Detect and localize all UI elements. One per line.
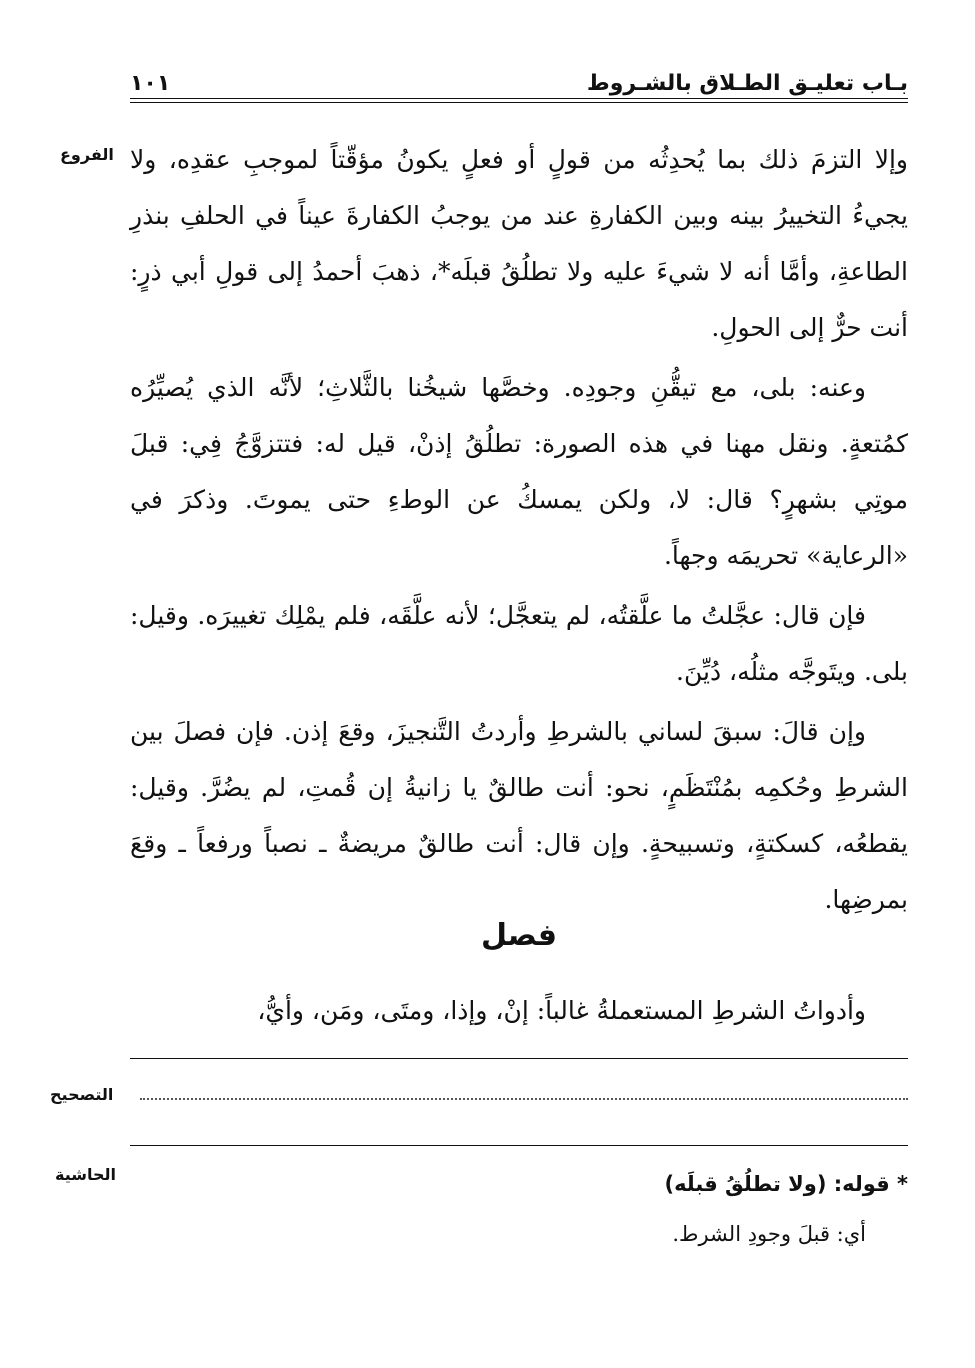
paragraph-3: فإن قال: عجَّلتُ ما علَّقتُه، لم يتعجَّل؛ لأنه علَّقَه، فلم يمْلِك تغييرَه. وقيل: بلى. ويتَوجَّه مثلُه، دُيِّنَ. — [130, 601, 908, 686]
running-header — [130, 60, 908, 96]
chapter-title: بـاب تعليـق الطـلاق بالشـروط — [586, 71, 908, 96]
paragraph-2: وعنه: بلى، مع تيقُّنِ وجودِه. وخصَّها شيخُنا بالثَّلاثِ؛ لأنَّه الذي يُصيِّرُه كمُتعةٍ. ونقل مهنا في هذه الصورة: تطلُقُ إذنْ، قيل له: فتتزوَّجُ فِي: قبلَ موتِي بشهرٍ؟ قال: لا، ولكن يمسكُ عن الوطءِ حتى يموتَ. وذكرَ في «الرعاية» تحريمَه وجهاً. — [130, 373, 908, 570]
footnote-title: * قوله: (ولا تطلُقُ قبلَه) — [664, 1172, 908, 1196]
footnote-body: أي: قبلَ وجودِ الشرط. — [672, 1222, 866, 1246]
header-rule — [130, 98, 908, 103]
section-heading: فصل — [481, 918, 557, 953]
main-text — [130, 132, 908, 928]
page-number: ١٠١ — [130, 71, 171, 96]
footnote-label: الحاشية — [55, 1165, 116, 1184]
correction-top-rule — [130, 1058, 908, 1059]
correction-label: التصحيح — [50, 1085, 114, 1104]
section-text: وأدواتُ الشرطِ المستعملةُ غالباً: إنْ، وإذا، ومتَى، ومَن، وأيُّ، — [257, 996, 866, 1025]
correction-bottom-rule — [130, 1145, 908, 1146]
source-margin-label: الفروع — [60, 145, 114, 164]
correction-dotted-line — [140, 1098, 908, 1100]
paragraph-4: وإن قالَ: سبقَ لساني بالشرطِ وأردتُ التَّنجيزَ، وقعَ إذن. فإن فصلَ بين الشرطِ وحُكمِه بمُنْتَظَمٍ، نحو: أنت طالقٌ يا زانيةُ إن قُمتِ، لم يضُرَّ. وقيل: يقطعُه، كسكتةٍ، وتسبيحةٍ. وإن قال: أنت طالقٌ مريضةٌ ـ نصباً ورفعاً ـ وقعَ بمرضِها. — [130, 717, 908, 914]
paragraph-1: وإلا التزمَ ذلك بما يُحدِثُه من قولٍ أو فعلٍ يكونُ مؤقّتاً لموجبِ عقدِه، ولا يجيءُ التخييرُ بينه وبين الكفارةِ عند من يوجبُ الكفارةَ عيناً في الحلفِ بنذرِ الطاعةِ، وأمَّا أنه لا شيءَ عليه ولا تطلُقُ قبلَه*، ذهبَ أحمدُ إلى قولِ أبي ذرٍ: أنت حرٌّ إلى الحولِ. — [130, 145, 908, 342]
